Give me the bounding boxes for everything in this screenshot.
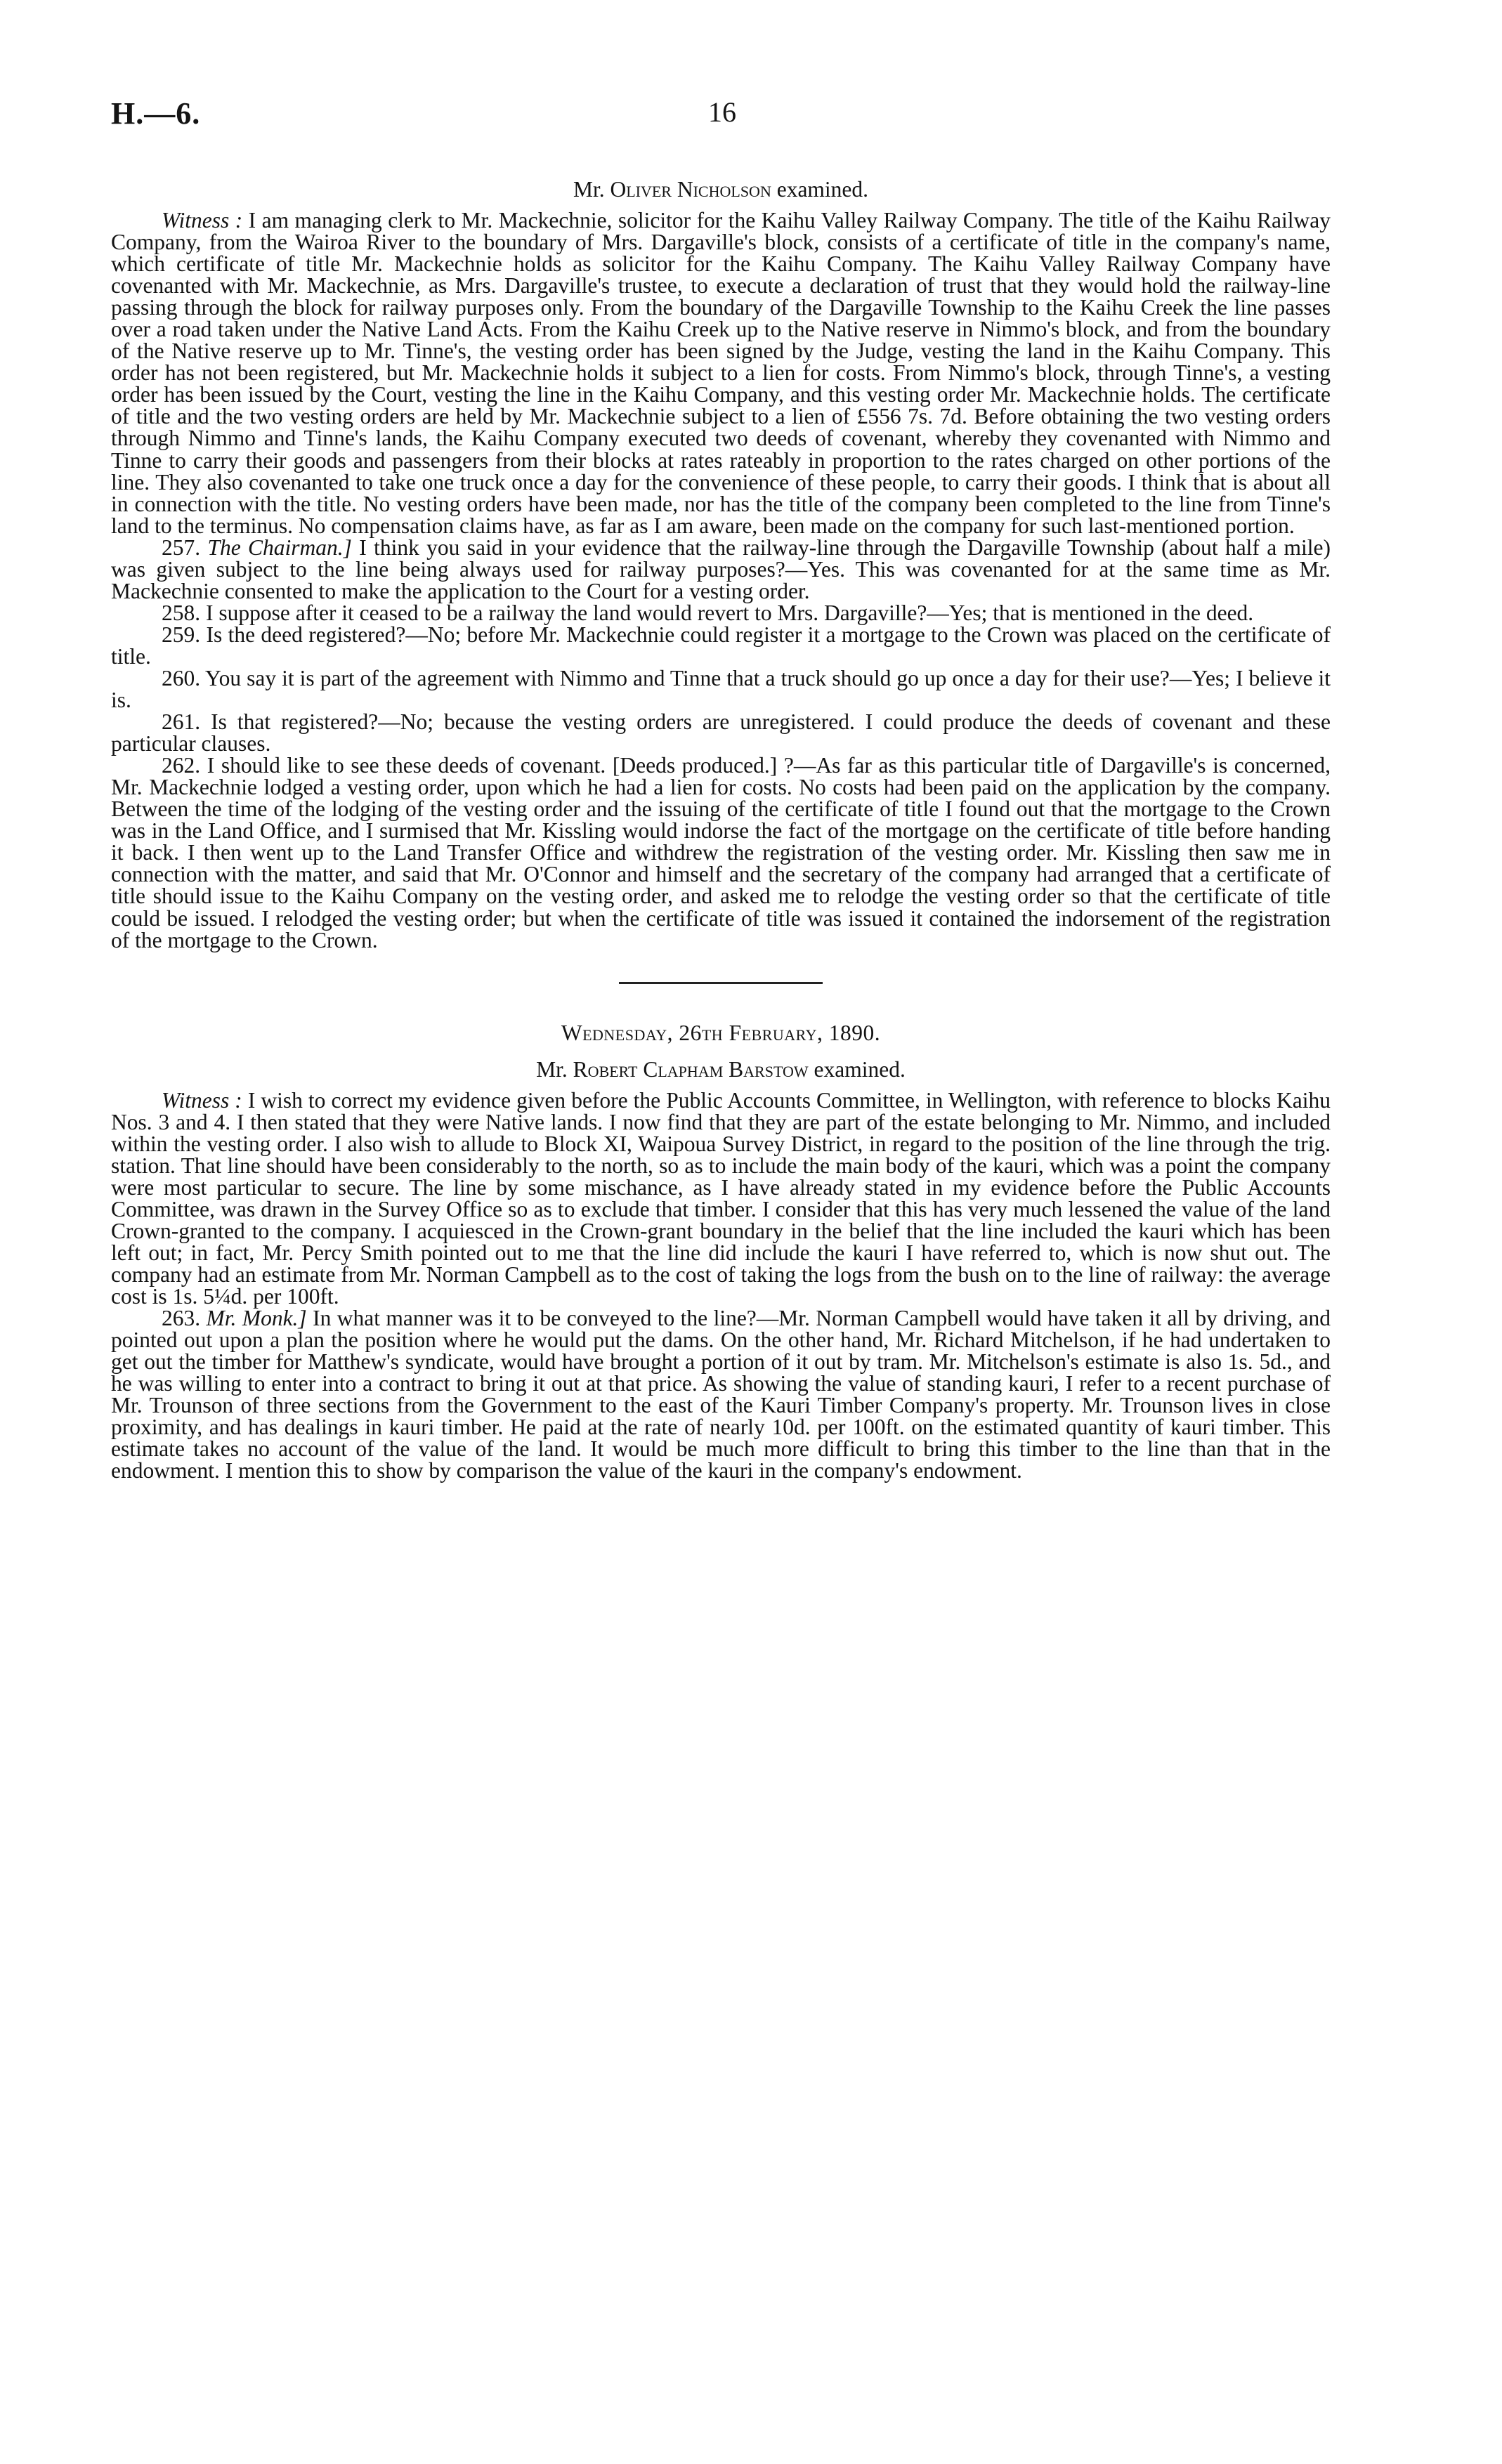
- witness-statement-barstow: Witness : I wish to correct my evidence given before the Public Accounts Committee, in Wellington, with reference to blocks Kaihu Nos. 3 and 4. I then stated that they were Native lands. I now find that they are part of the estate belonging to Mr. Nimmo, and included within the vesting order. I also wish to allude to Block XI, Waipoua Survey District, in regard to the position of the line through the trig. station. That line should have been considerably to the north, so as to include the main body of the kauri, which was a point the company were most particular to secure. The line by some mischance, as I have already stated in my evidence before the Public Accounts Committee, was drawn in the Survey Office so as to exclude that timber. I consider that this has very much lessened the value of the land Crown-granted to the company. I acquiesced in the Crown-grant boundary in the belief that the line included the kauri which has been left out; in fact, Mr. Percy Smith pointed out to me that the line did include the kauri I have referred to, which is now shut out. The company had an estimate from Mr. Norman Campbell as to the cost of taking the logs from the bush on to the line of railway: the average cost is 1s. 5¼d. per 100ft.: [111, 1087, 1331, 1309]
- speaker-label: Mr. Monk.]: [206, 1306, 307, 1331]
- question-261: 261. Is that registered?—No; because the vesting orders are unregistered. I could produce the deeds of covenant and these particular clauses.: [111, 709, 1331, 756]
- witness-heading-barstow: Mr. Robert Clapham Barstow examined.: [536, 1056, 906, 1082]
- witness-label: Witness :: [162, 1087, 242, 1113]
- question-259: 259. Is the deed registered?—No; before Mr. Mackechnie could register it a mortgage to the Crown was placed on the certificate of title.: [111, 622, 1331, 669]
- session-date: Wednesday, 26th February, 1890.: [561, 1020, 881, 1045]
- witness-name: Robert Clapham Barstow: [573, 1056, 809, 1082]
- body-text: [111, 177, 1331, 1481]
- witness-label: Witness :: [162, 208, 243, 232]
- witness-heading-nicholson: Mr. Oliver Nicholson examined.: [573, 177, 869, 202]
- question-260: 260. You say it is part of the agreement with Nimmo and Tinne that a truck should go up once a day for their use?—Yes; I believe it is.: [111, 665, 1331, 713]
- witness-statement-nicholson: Witness : I am managing clerk to Mr. Mackechnie, solicitor for the Kaihu Valley Railway Company. The title of the Kaihu Railway Company, from the Wairoa River to the boundary of Mrs. Dargaville's block, consists of a certificate of title in the company's name, which certificate of title Mr. Mackechnie holds as solicitor for the Kaihu Company. The Kaihu Valley Railway Company have covenanted with Mr. Mackechnie, as Mrs. Dargaville's trustee, to execute a declaration of trust that they would hold the railway-line passing through the block for railway purposes only. From the boundary of the Dargaville Township to the Kaihu Creek the line passes over a road taken under the Native Land Acts. From the Kaihu Creek up to the Native reserve in Nimmo's block, and from the boundary of the Native reserve up to Mr. Tinne's, the vesting order has been signed by the Judge, vesting the land in the Kaihu Company. This order has not been registered, but Mr. Mackechnie holds it subject to a lien for costs. From Nimmo's block, through Tinne's, a vesting order has been issued by the Court, vesting the line in the Kaihu Company, and this vesting order Mr. Mackechnie holds. The certificate of title and the two vesting orders are held by Mr. Mackechnie subject to a lien of £556 7s. 7d. Before obtaining the two vesting orders through Nimmo and Tinne's lands, the Kaihu Company executed two deeds of covenant, whereby they covenanted with Nimmo and Tinne to carry their goods and passengers from their blocks at rates rateably in proportion to the rates charged on other portions of the line. They also covenanted to take one truck once a day for the convenience of these people, to carry their goods. I think that is about all in connection with the title. No vesting orders have been made, nor has the title of the company been completed to the line from Tinne's land to the terminus. No compensation claims have, as far as I am aware, been made on the company for such last-mentioned portion.: [111, 208, 1331, 538]
- page-header: [111, 96, 1333, 145]
- question-257: 257. The Chairman.] I think you said in your evidence that the railway-line through the Dargaville Township (about half a mile) was given subject to the line being always used for railway purposes?—Yes. This was covenanted for at the same time as Mr. Mackechnie consented to make the application to the Court for a vesting order.: [111, 535, 1331, 603]
- speaker-label: The Chairman.]: [207, 535, 352, 560]
- page-number: 16: [708, 96, 736, 128]
- paper-reference: H.—6.: [111, 96, 201, 131]
- question-262: 262. I should like to see these deeds of covenant. [Deeds produced.] ?—As far as this particular title of Dargaville's is concerned, Mr. Mackechnie lodged a vesting order, upon which he had a lien for costs. No costs had been paid on the application by the company. Between the time of the lodging of the vesting order and the issuing of the certificate of title I found out that the mortgage to the Crown was in the Land Office, and I surmised that Mr. Kissling would indorse the fact of the mortgage on the certificate of title before handing it back. I then went up to the Land Transfer Office and withdrew the registration of the vesting order. Mr. Kissling then saw me in connection with the matter, and said that Mr. O'Connor and himself and the secretary of the company had arranged that a certificate of title should issue to the Kaihu Company on the vesting order, and asked me to relodge the vesting order so that the certificate of title could be issued. I relodged the vesting order; but when the certificate of title was issued it contained the indorsement of the registration of the mortgage to the Crown.: [111, 753, 1331, 952]
- witness-name: Oliver Nicholson: [610, 177, 771, 202]
- question-263: 263. Mr. Monk.] In what manner was it to be conveyed to the line?—Mr. Norman Campbell would have taken it all by driving, and pointed out upon a plan the position where he would put the dams. On the other hand, Mr. Richard Mitchelson, if he had undertaken to get out the timber for Matthew's syndicate, would have brought a portion of it out by tram. Mr. Mitchelson's estimate is also 1s. 5d., and he was willing to enter into a contract to bring it out at that price. As showing the value of standing kauri, I refer to a recent purchase of Mr. Trounson of three sections from the Government to the east of the Kauri Timber Company's property. Mr. Trounson lives in close proximity, and has dealings in kauri timber. He paid at the rate of nearly 10d. per 100ft. on the estimated quantity of kauri timber. This estimate takes no account of the value of the land. It would be much more difficult to bring this timber to the line than that in the endowment. I mention this to show by comparison the value of the kauri in the company's endowment.: [111, 1306, 1331, 1483]
- section-divider: [619, 982, 823, 984]
- question-258: 258. I suppose after it ceased to be a railway the land would revert to Mrs. Dargaville?—Yes; that is mentioned in the deed.: [162, 600, 1254, 625]
